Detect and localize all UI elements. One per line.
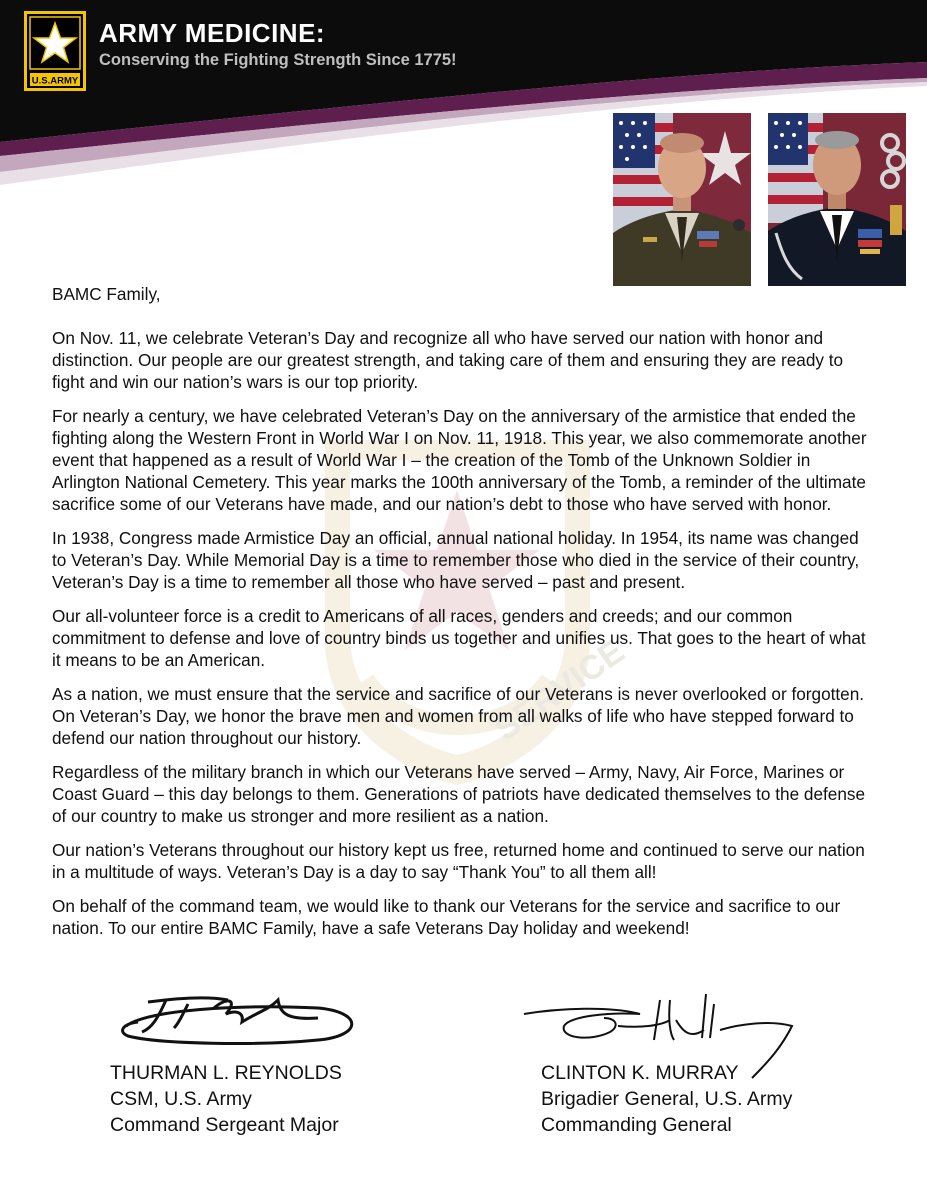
header-subtitle: Conserving the Fighting Strength Since 1775! [99, 51, 457, 69]
signer-block-murray [541, 1060, 792, 1138]
signer-name: THURMAN L. REYNOLDS [110, 1062, 342, 1084]
signer-rank: Brigadier General, U.S. Army [541, 1088, 793, 1110]
letter-paragraph: Regardless of the military branch in which our Veterans have served – Army, Navy, Air Force, Marines or Coast Guard – this day belongs to them. Generations of patriots have dedicated themselves to the defense of our country to make us stronger and more resilient as a nation. [52, 762, 866, 826]
signer-name: CLINTON K. MURRAY [541, 1062, 739, 1084]
signature-reynolds [118, 990, 368, 1060]
letter-paragraph: In 1938, Congress made Armistice Day an official, annual national holiday. In 1954, its name was changed to Veteran’s Day. While Memorial Day is a time to remember those who died in the service of their country, Veteran’s Day is a time to remember all those who have served – past and present. [52, 528, 860, 592]
signer-block-reynolds [110, 1060, 342, 1138]
signer-rank: CSM, U.S. Army [110, 1088, 252, 1110]
header-title: ARMY MEDICINE: [99, 18, 326, 48]
signer-role: Command Sergeant Major [110, 1114, 339, 1136]
us-army-logo [24, 11, 86, 91]
signer-role: Commanding General [541, 1114, 732, 1136]
portrait-photo-command-sergeant-major [768, 113, 906, 286]
portrait-photo-commanding-general [613, 113, 751, 286]
svg-text:SERVICE: SERVICE [487, 632, 632, 749]
letter-paragraph: On Nov. 11, we celebrate Veteran’s Day and recognize all who have served our nation with honor and distinction. Our people are our greatest strength, and taking care of them and ensuring they are ready to fight and win our nation’s wars is our top priority. [52, 328, 844, 392]
letter-paragraph: Our all-volunteer force is a credit to Americans of all races, genders and creeds; and our common commitment to defense and love of country binds us together and unifies us. That goes to the heart of what it means to be an American. [52, 606, 866, 670]
letter-paragraph: For nearly a century, we have celebrated Veteran’s Day on the anniversary of the armistice that ended the fighting along the Western Front in World War I on Nov. 11, 1918. This year, we also commemorate another event that happened as a result of World War I – the creation of the Tomb of the Unknown Soldier in Arlington National Cemetery. This year marks the 100th anniversary of the Tomb, a reminder of the ultimate sacrifice some of our Veterans have made, and our nation’s debt to those who have served with honor. [52, 406, 867, 514]
letter-salutation: BAMC Family, [52, 284, 161, 304]
svg-text:U.S.ARMY: U.S.ARMY [31, 75, 79, 87]
letter-paragraph: On behalf of the command team, we would like to thank our Veterans for the service and sacrifice to our nation. To our entire BAMC Family, have a safe Veterans Day holiday and weekend! [52, 896, 841, 938]
letter-body [52, 283, 874, 951]
letter-paragraph: Our nation’s Veterans throughout our history kept us free, returned home and continued to serve our nation in a multitude of ways. Veteran’s Day is a day to say “Thank You” to all them all! [52, 840, 865, 882]
letter-paragraph: As a nation, we must ensure that the service and sacrifice of our Veterans is never overlooked or forgotten. On Veteran’s Day, we honor the brave men and women from all walks of life who have stepped forward to defend our nation throughout our history. [52, 684, 865, 748]
